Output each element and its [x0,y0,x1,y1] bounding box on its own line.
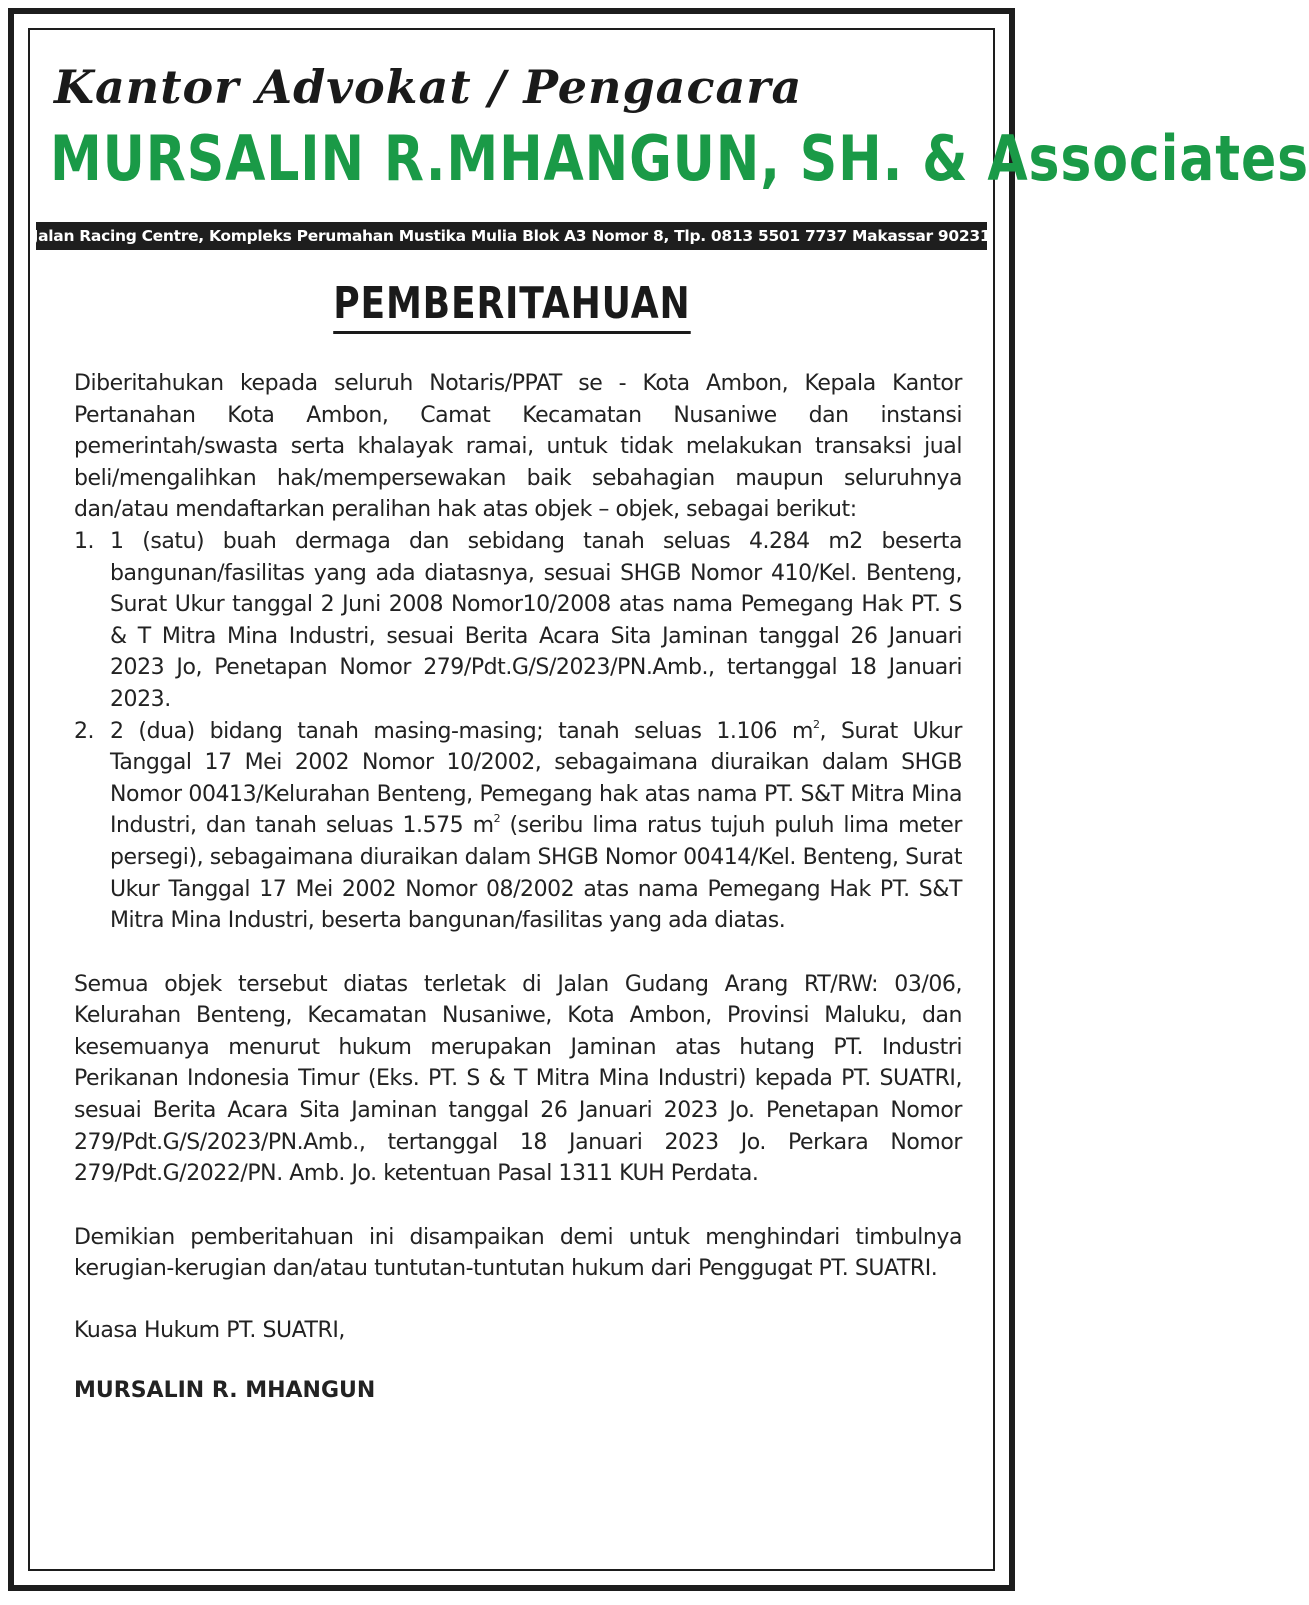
list-item-number: 1. [74,528,95,554]
firm-name: MURSALIN R.MHANGUN, SH. & Associates [50,122,1309,195]
firm-kicker: Kantor Advokat / Pengacara [54,60,803,114]
notice-title-text: PEMBERITAHUAN [333,278,690,334]
list-item-text-part1: 2 (dua) bidang tanah masing-masing; tanah seluas 1.106 m [110,718,813,744]
firm-address: Jalan Racing Centre, Kompleks Perumahan Mustika Mulia Blok A3 Nomor 8, Tlp. 0813 5501 7737 Makassar 90231 [32,227,991,245]
notice-title [30,278,993,334]
closing-paragraph: Demikian pemberitahuan ini disampaikan demi untuk menghindari timbulnya kerugian-kerugian dan/atau tuntutan-tuntutan hukum dari Penggugat PT. SUATRI. [74,1224,962,1282]
list-item [74,526,962,716]
list-item-text-part2: , Surat Ukur Tanggal 17 Mei 2002 Nomor 10/2002, sebagaimana diuraikan dalam SHGB Nomor 00413/Kelurahan Benteng, Pemegang hak atas nama PT. S&T Mitra Mina Industri, dan tanah seluas 1.575 m [110,718,963,839]
notice-frame [8,8,1309,1591]
signature-role: Kuasa Hukum PT. SUATRI, [74,1318,345,1344]
superscript: 2 [493,812,501,826]
object-list [74,526,962,937]
intro-paragraph: Diberitahukan kepada seluruh Notaris/PPAT se - Kota Ambon, Kepala Kantor Pertanahan Kota Ambon, Camat Kecamatan Nusaniwe dan instansi pemerintah/swasta serta khalayak ramai, untuk tidak melakukan transaksi jual beli/mengalihkan hak/mempersewakan baik sebahagian maupun seluruhnya dan/atau mendaftarkan peralihan hak atas objek – objek, sebagai berikut: [74,371,962,523]
list-item-text: 1 (satu) buah dermaga dan sebidang tanah seluas 4.284 m2 beserta bangunan/fasilitas yang ada diatasnya, sesuai SHGB Nomor 410/Kel. Benteng, Surat Ukur tanggal 2 Juni 2008 Nomor10/2008 atas nama Pemegang Hak PT. S & T Mitra Mina Industri, sesuai Berita Acara Sita Jaminan tanggal 26 Januari 2023 Jo, Penetapan Nomor 279/Pdt.G/S/2023/PN.Amb., tertanggal 18 Januari 2023. [110,528,962,712]
notice-body [74,368,962,1406]
list-item-text-part3: (seribu lima ratus tujuh puluh lima meter persegi), sebagaimana diuraikan dalam SHGB Nomor 00414/Kel. Benteng, Surat Ukur Tanggal 17 Mei 2002 Nomor 08/2002 atas nama Pemegang Hak PT. S&T Mitra Mina Industri, beserta bangunan/fasilitas yang ada diatas. [110,813,962,934]
superscript: 2 [812,717,820,731]
list-item [74,716,962,937]
address-bar [32,222,991,250]
list-item-number: 2. [74,718,95,744]
location-paragraph: Semua objek tersebut diatas terletak di Jalan Gudang Arang RT/RW: 03/06, Kelurahan Benteng, Kecamatan Nusaniwe, Kota Ambon, Provinsi Maluku, dan kesemuanya menurut hukum merupakan Jaminan atas hutang PT. Industri Perikanan Indonesia Timur (Eks. PT. S & T Mitra Mina Industri) kepada PT. SUATRI, sesuai Berita Acara Sita Jaminan tanggal 26 Januari 2023 Jo. Penetapan Nomor 279/Pdt.G/S/2023/PN.Amb., tertanggal 18 Januari 2023 Jo. Perkara Nomor 279/Pdt.G/2022/PN. Amb. Jo. ketentuan Pasal 1311 KUH Perdata. [74,971,962,1187]
notice-inner-frame [28,28,1309,1571]
signature-name: MURSALIN R. MHANGUN [74,1377,376,1403]
